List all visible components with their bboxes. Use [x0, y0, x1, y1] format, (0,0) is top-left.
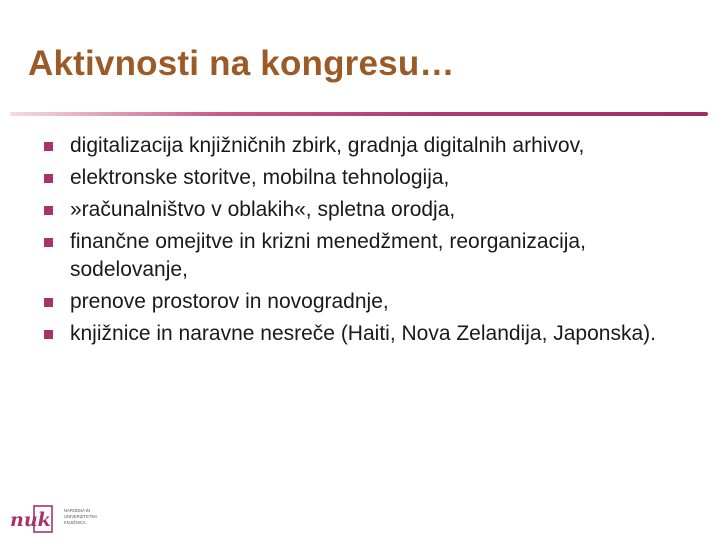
square-bullet-icon	[44, 174, 53, 183]
bullet-item	[44, 228, 694, 284]
square-bullet-icon	[44, 330, 53, 339]
bullet-text: finančne omejitve in krizni menedžment, reorganizacija, sodelovanje,	[70, 230, 586, 281]
bullet-text: knjižnice in naravne nesreče (Haiti, Nova Zelandija, Japonska).	[70, 322, 656, 345]
slide-title: Aktivnosti na kongresu…	[28, 44, 455, 83]
logo-mark: nuk	[10, 509, 51, 531]
title-divider	[10, 112, 708, 116]
square-bullet-icon	[44, 142, 53, 151]
bullet-list	[44, 132, 694, 352]
bullet-item	[44, 132, 694, 160]
bullet-text: prenove prostorov in novogradnje,	[70, 290, 389, 313]
bullet-item	[44, 164, 694, 192]
bullet-text: digitalizacija knjižničnih zbirk, gradnja digitalnih arhivov,	[70, 134, 585, 157]
logo-line: KNJIŽNICA	[64, 520, 86, 525]
logo-line: NARODNA IN	[64, 508, 91, 513]
square-bullet-icon	[44, 298, 53, 307]
logo-line: UNIVERZITETNA	[64, 514, 98, 519]
bullet-item	[44, 320, 694, 348]
nuk-logo-icon	[8, 500, 108, 536]
bullet-item	[44, 196, 694, 224]
bullet-text: elektronske storitve, mobilna tehnologija,	[70, 166, 450, 189]
square-bullet-icon	[44, 206, 53, 215]
bullet-item	[44, 288, 694, 316]
square-bullet-icon	[44, 238, 53, 247]
bullet-text: »računalništvo v oblakih«, spletna orodja,	[70, 198, 456, 221]
nuk-logo-graphic	[8, 500, 108, 536]
